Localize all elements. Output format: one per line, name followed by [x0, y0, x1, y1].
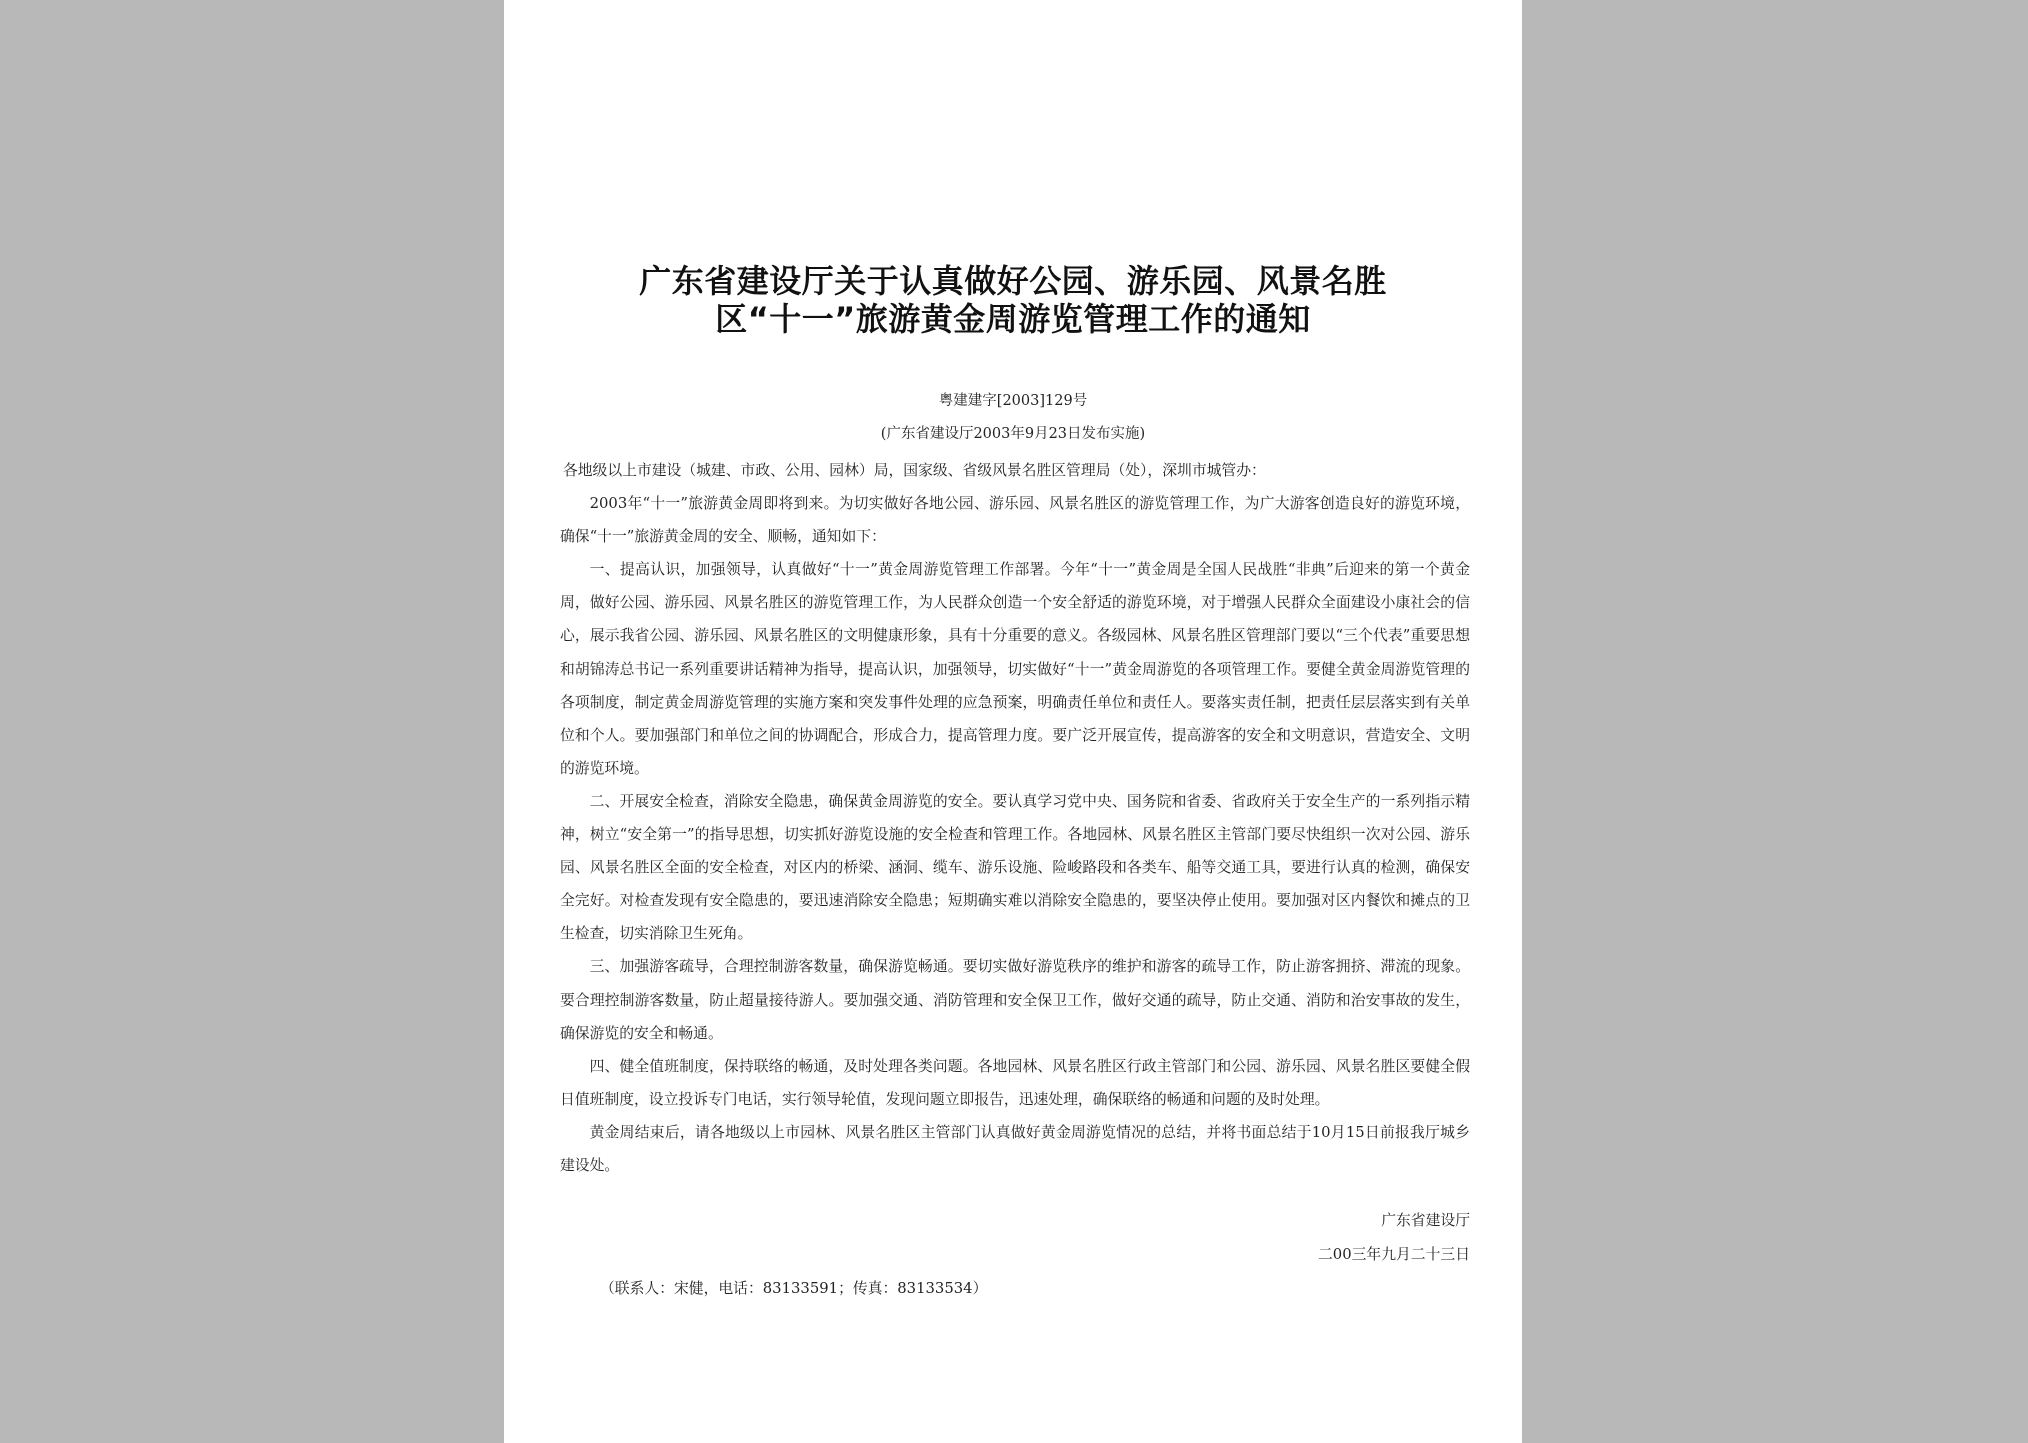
- document-body: [560, 454, 1470, 1182]
- title-line-1: 广东省建设厅关于认真做好公园、游乐园、风景名胜: [639, 262, 1387, 300]
- signature-date: 二00三年九月二十三日: [1317, 1246, 1470, 1263]
- contact-info: （联系人：宋健，电话：83133591；传真：83133534）: [600, 1280, 988, 1297]
- paragraph-item-2: 二、开展安全检查，消除安全隐患，确保黄金周游览的安全。要认真学习党中央、国务院和省委、省政府关于安全生产的一系列指示精神，树立“安全第一”的指导思想，切实抓好游览设施的安全检查和管理工作。各地园林、风景名胜区主管部门要尽快组织一次对公园、游乐园、风景名胜区全面的安全检查，对区内的桥梁、涵洞、缆车、游乐设施、险峻路段和各类车、船等交通工具，要进行认真的检测，确保安全完好。对检查发现有安全隐患的，要迅速消除安全隐患；短期确实难以消除安全隐患的，要坚决停止使用。要加强对区内餐饮和摊点的卫生检查，切实消除卫生死角。: [560, 792, 1470, 943]
- salutation: 各地级以上市建设（城建、市政、公用、园林）局，国家级、省级风景名胜区管理局（处），深圳市城管办：: [562, 462, 1266, 479]
- document-number: 粤建建字[2003]129号: [938, 393, 1088, 409]
- title-line-2: 区“十一”旅游黄金周游览管理工作的通知: [715, 300, 1311, 338]
- paragraph-item-4: 四、健全值班制度，保持联络的畅通，及时处理各类问题。各地园林、风景名胜区行政主管部门和公园、游乐园、风景名胜区要健全假日值班制度，设立投诉专门电话，实行领导轮值，发现问题立即报告，迅速处理，确保联络的畅通和问题的及时处理。: [560, 1057, 1470, 1108]
- paragraph-intro: 2003年“十一”旅游黄金周即将到来。为切实做好各地公园、游乐园、风景名胜区的游览管理工作，为广大游客创造良好的游览环境，确保“十一”旅游黄金周的安全、顺畅，通知如下：: [560, 495, 1470, 546]
- signature-organization: 广东省建设厅: [1381, 1212, 1470, 1229]
- paragraph-item-1: 一、提高认识，加强领导，认真做好“十一”黄金周游览管理工作部署。今年“十一”黄金周是全国人民战胜“非典”后迎来的第一个黄金周，做好公园、游乐园、风景名胜区的游览管理工作，为人民群众创造一个安全舒适的游览环境，对于增强人民群众全面建设小康社会的信心，展示我省公园、游乐园、风景名胜区的文明健康形象，具有十分重要的意义。各级园林、风景名胜区管理部门要以“三个代表”重要思想和胡锦涛总书记一系列重要讲话精神为指导，提高认识，加强领导，切实做好“十一”黄金周游览的各项管理工作。要健全黄金周游览管理的各项制度，制定黄金周游览管理的实施方案和突发事件处理的应急预案，明确责任单位和责任人。要落实责任制，把责任层层落实到有关单位和个人。要加强部门和单位之间的协调配合，形成合力，提高管理力度。要广泛开展宣传，提高游客的安全和文明意识，营造安全、文明的游览环境。: [560, 561, 1470, 777]
- document-title: [504, 262, 1522, 338]
- document-page: [504, 0, 1522, 1443]
- paragraph-closing: 黄金周结束后，请各地级以上市园林、风景名胜区主管部门认真做好黄金周游览情况的总结，并将书面总结于10月15日前报我厅城乡建设处。: [560, 1123, 1470, 1174]
- paragraph-item-3: 三、加强游客疏导，合理控制游客数量，确保游览畅通。要切实做好游览秩序的维护和游客的疏导工作，防止游客拥挤、滞流的现象。要合理控制游客数量，防止超量接待游人。要加强交通、消防管理和安全保卫工作，做好交通的疏导，防止交通、消防和治安事故的发生，确保游览的安全和畅通。: [560, 958, 1470, 1042]
- issue-info: (广东省建设厅2003年9月23日发布实施): [880, 426, 1146, 442]
